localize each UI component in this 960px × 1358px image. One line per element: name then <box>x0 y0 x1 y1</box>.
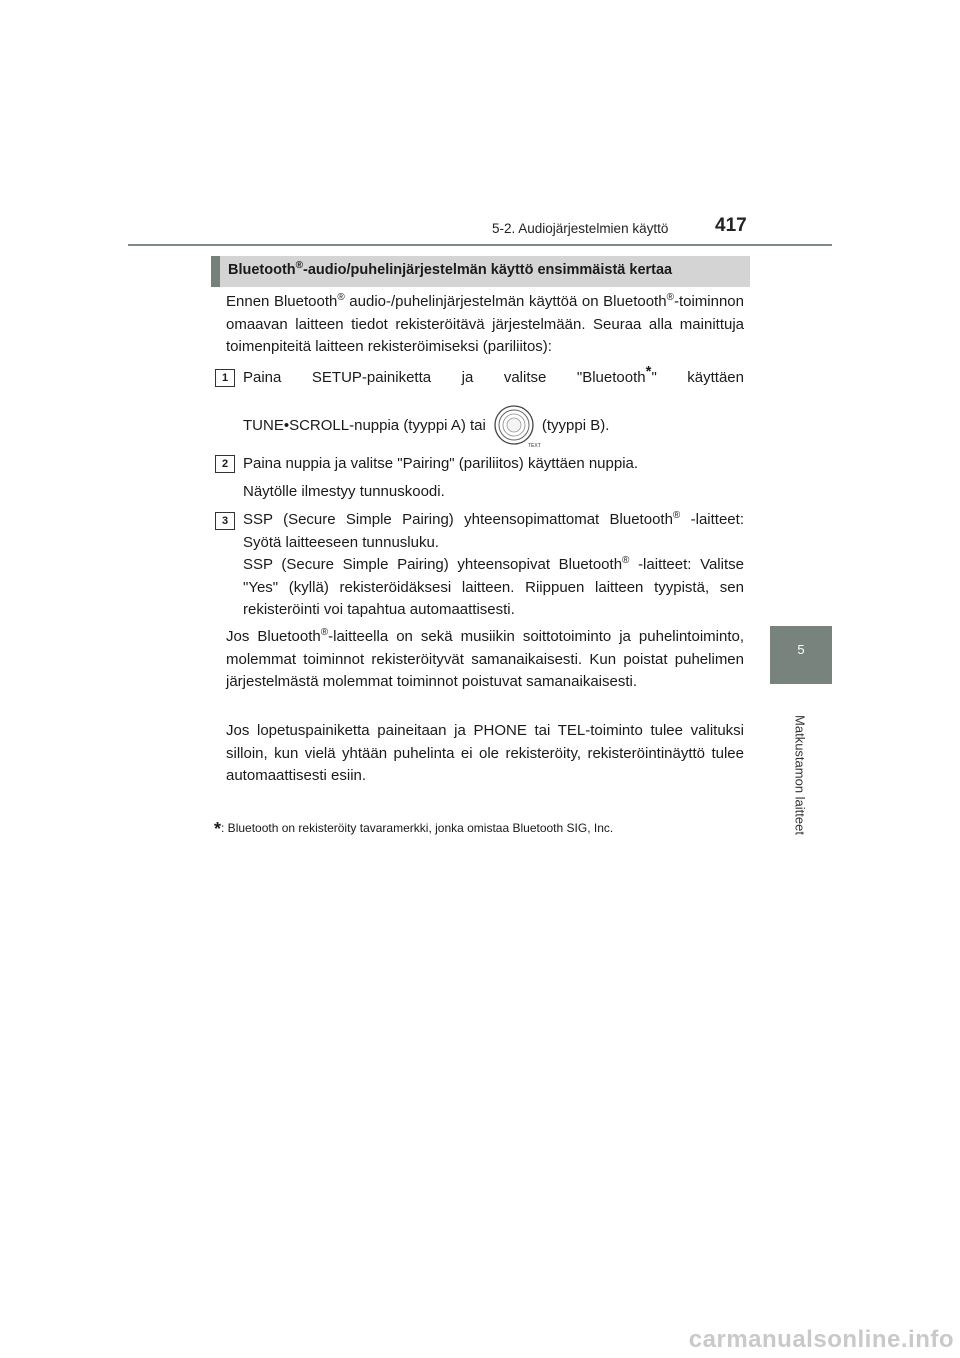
page-number: 417 <box>715 215 747 236</box>
intro-paragraph <box>226 291 744 359</box>
step-1-text: (tyyppi B). <box>541 417 610 434</box>
knob-text-label: TEXT <box>527 443 541 450</box>
step-1-line-2 <box>243 404 744 448</box>
step-1-word: SETUP-painiketta <box>311 369 432 386</box>
registered-mark: ® <box>672 510 681 521</box>
intro-text-2: audio-/puhelinjärjestelmän käyttöä on Bluetooth <box>344 293 667 310</box>
step-2-text: Paina nuppia ja valitse "Pairing" (pariliitos) käyttäen nuppia. <box>243 455 639 472</box>
step-3-text: SSP (Secure Simple Pairing) yhteensopimattomat Bluetooth <box>243 511 673 528</box>
chapter-tab <box>770 626 832 684</box>
chapter-label: Matkustamon laitteet <box>792 715 808 835</box>
step-number-1: 1 <box>215 369 235 387</box>
registered-mark: ® <box>295 260 304 271</box>
step-3-part-a <box>243 509 744 554</box>
footnote-marker: * <box>214 819 222 839</box>
step-3-text: SSP (Secure Simple Pairing) yhteensopivat Bluetooth <box>243 556 623 573</box>
footnote-marker: * <box>645 363 652 380</box>
info-text: -laitteella on sekä musiikin soittotoiminto ja puhelintoiminto, molemmat toiminnot rekisteröityvät samanaikaisesti. Kun poistat puhelimen järjestelmästä molemmat toiminnot poistuvat samanaikaisesti. <box>226 628 744 690</box>
intro-text-3: -toiminnon omaavan laitteen tiedot rekisteröitävä järjestelmään. Seuraa alla mainittuja toimenpiteitä laitteen rekisteröimiseksi (pariliitos): <box>226 293 744 355</box>
chapter-number: 5 <box>797 642 805 657</box>
step-1-line-1 <box>243 363 744 390</box>
footnote <box>214 819 613 840</box>
step-number-3: 3 <box>215 512 235 530</box>
tune-knob-icon <box>492 404 541 450</box>
registered-mark: ® <box>622 555 630 566</box>
step-number-2: 2 <box>215 455 235 473</box>
step-1-quote-text: "Bluetooth <box>576 369 646 386</box>
watermark: carmanualsonline.info <box>688 1326 954 1353</box>
step-1-word <box>576 363 657 390</box>
section-heading <box>211 256 750 287</box>
info-paragraph-2: Jos lopetuspainiketta paineitaan ja PHONE tai TEL-toiminto tulee valituksi silloin, kun vielä yhtään puhelinta ei ole rekisteröity, rekisteröintinäyttö tulee automaattisesti esiin. <box>226 722 744 784</box>
registered-mark: ® <box>320 627 329 638</box>
intro-text-1: Ennen Bluetooth <box>226 293 338 310</box>
info-text: Jos Bluetooth <box>226 628 321 645</box>
step-1-word: käyttäen <box>687 369 744 386</box>
section-title: 5-2. Audiojärjestelmien käyttö <box>492 221 669 236</box>
step-2-note: Näytölle ilmestyy tunnuskoodi. <box>243 483 445 500</box>
step-3-text: -laitteet: Valitse "Yes" (kyllä) rekisteröidäksesi laitteen. Riippuen laitteen tyypistä, sen rekisteröinti voi tapahtua automaattisesti. <box>243 556 744 618</box>
heading-text-pre: Bluetooth <box>228 261 296 278</box>
step-3-part-b <box>243 554 744 622</box>
registered-mark: ® <box>666 292 674 303</box>
step-1-text: TUNE•SCROLL-nuppia (tyyppi A) tai <box>243 417 486 434</box>
step-1-word: ja <box>461 369 474 386</box>
info-paragraph-1 <box>226 626 744 694</box>
footnote-text: : Bluetooth on rekisteröity tavaramerkki, jonka omistaa Bluetooth SIG, Inc. <box>221 821 614 835</box>
step-1-word: Paina <box>243 369 282 386</box>
header-divider <box>128 244 832 246</box>
step-1-word: valitse <box>503 369 547 386</box>
step-3-text: -laitteet: Syötä laitteeseen tunnusluku. <box>243 511 744 551</box>
step-1-quote-close: " <box>651 369 657 386</box>
registered-mark: ® <box>337 292 345 303</box>
heading-text-post: -audio/puhelinjärjestelmän käyttö ensimmäistä kertaa <box>303 261 673 278</box>
